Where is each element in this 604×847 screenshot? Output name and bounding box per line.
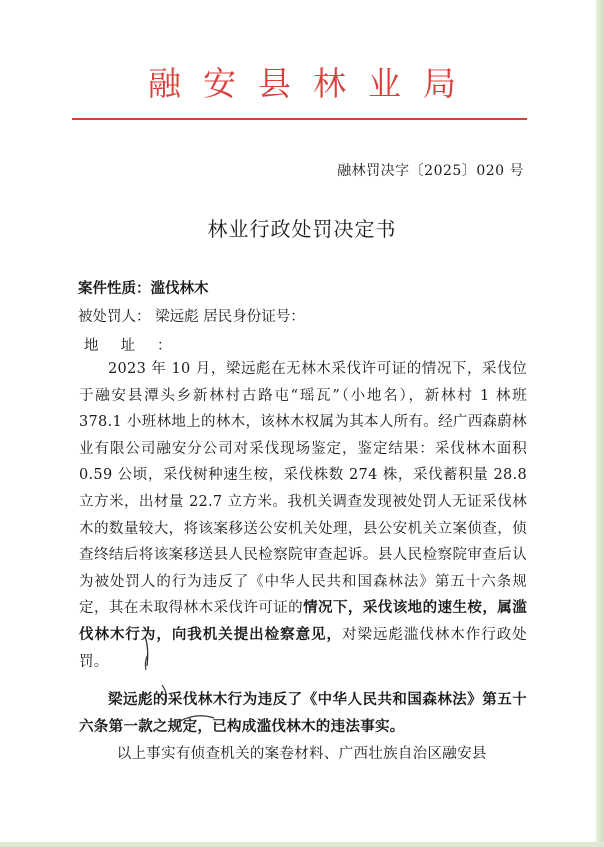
paragraph-facts: [79, 356, 527, 675]
address-label: 地址：: [84, 338, 194, 354]
paragraph-violation: 梁远彪的采伐林木行为违反了《中华人民共和国森林法》第五十六条第一款之规定，已构成滥伐林木的违法事实。: [79, 691, 527, 735]
document-number: 融林罚决字〔2025〕020 号: [337, 163, 524, 179]
red-header-rule: [72, 118, 527, 120]
paragraph-evidence: 以上事实有侦查机关的案卷材料、广西壮族自治区融安县: [116, 746, 487, 762]
scan-edge-bottom: [0, 842, 604, 847]
penalized-person: 被处罚人： 梁远彪 居民身份证号：: [78, 309, 305, 325]
document-title: 林业行政处罚决定书: [207, 217, 397, 241]
scan-edge-right: [596, 0, 604, 847]
paragraph-facts-end: 对梁远彪滥伐林木作行政处罚。: [79, 626, 527, 670]
case-nature: 案件性质：滥伐林木: [78, 280, 209, 297]
paragraph-facts-bold: 情况下，采伐该地的速生桉，属滥伐林木行为，向我机关提出检察意见，: [79, 599, 528, 643]
agency-header: 融安县林业局: [148, 64, 478, 103]
paragraph-facts-main: 2023 年 10 月，梁远彪在无林木采伐许可证的情况下，采伐位于融安县潭头乡新林村古路屯“瑶瓦”（小地名），新林村 1 林班 378.1 小班林地上的林木，该林木权属为其本人所有。经广西森蔚林业有限公司融安分公司对采伐现场鉴定，鉴定结果：采伐林木面积 0.59 公顷，采伐树种速生桉，采伐株数 274 株，采伐蓄积量 28.8 立方米，出材量 22.7 立方米。我机关调查发现被处罚人无证采伐林木的数量较大，将该案移送公安机关处理，县公安机关立案侦查，侦查终结后将该案移送县人民检察院审查起诉。县人民检察院审查后认为被处罚人的行为违反了《中华人民共和国森林法》第五十六条规定，其在未取得林木采伐许可证的: [79, 361, 527, 617]
